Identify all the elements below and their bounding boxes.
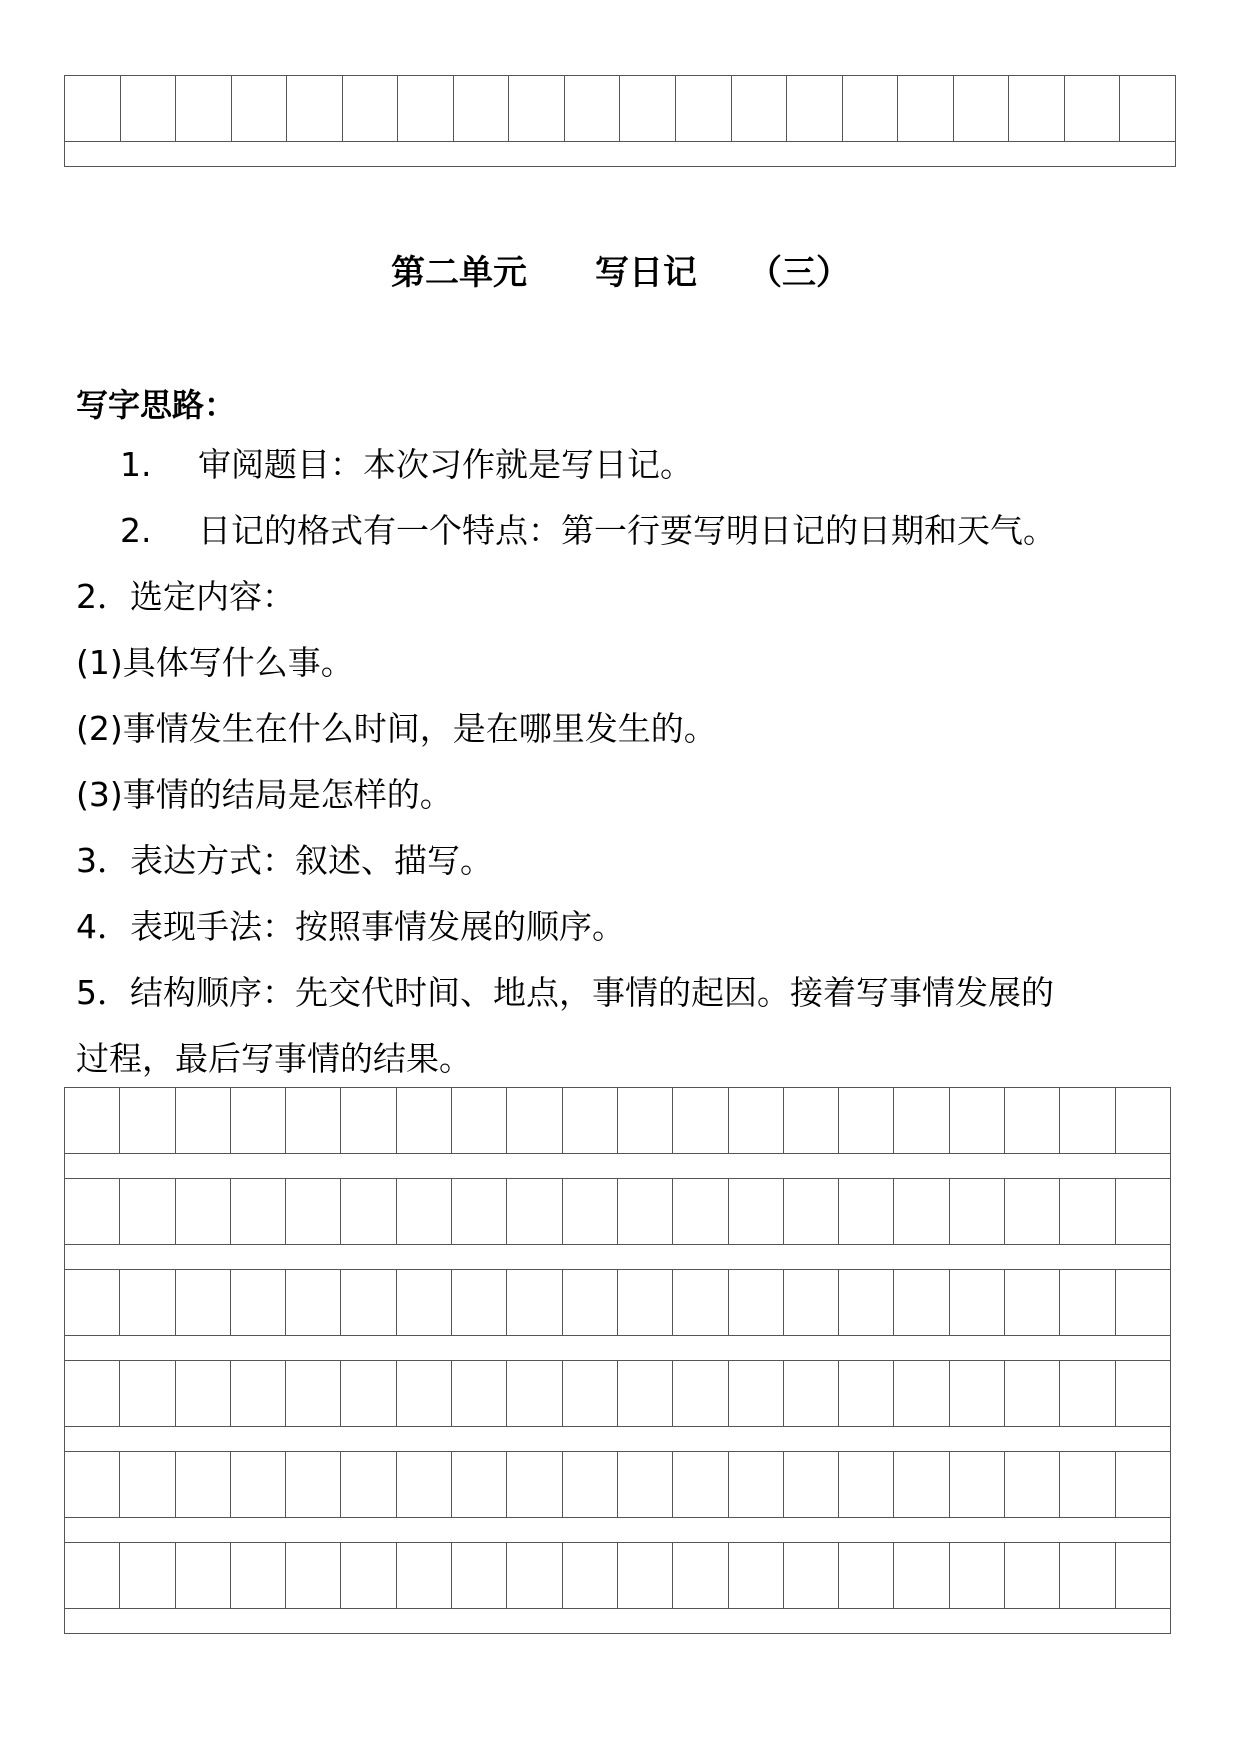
section-heading: 写字思路： xyxy=(76,386,237,424)
grid-row xyxy=(65,1270,1171,1336)
grid-cell xyxy=(1115,1361,1170,1427)
grid-cell xyxy=(507,1452,562,1518)
grid-cell xyxy=(562,1543,617,1609)
grid-cell xyxy=(949,1270,1004,1336)
grid-cell xyxy=(452,1452,507,1518)
grid-cell xyxy=(1005,1179,1060,1245)
grid-cell xyxy=(396,1088,451,1154)
grid-cell xyxy=(898,76,954,142)
list-item-number: 1. xyxy=(120,445,152,484)
grid-cell xyxy=(1060,1361,1115,1427)
grid-cell xyxy=(231,76,287,142)
grid-cell xyxy=(396,1179,451,1245)
grid-cell xyxy=(1060,1088,1115,1154)
grid-cell xyxy=(286,1452,341,1518)
grid-cell xyxy=(1060,1543,1115,1609)
grid-cell xyxy=(562,1270,617,1336)
grid-cell xyxy=(65,1543,120,1609)
grid-cell xyxy=(953,76,1009,142)
grid-cell xyxy=(1005,1361,1060,1427)
grid-cell xyxy=(728,1179,783,1245)
grid-cell xyxy=(120,1361,175,1427)
grid-cell xyxy=(839,1270,894,1336)
grid-cell xyxy=(673,1179,728,1245)
grid-cell xyxy=(839,1361,894,1427)
grid-cell xyxy=(175,1452,230,1518)
text-line: 3．表达方式：叙述、描写。 xyxy=(76,841,493,880)
grid-cell xyxy=(341,1270,396,1336)
grid-cell xyxy=(286,1361,341,1427)
grid-cell xyxy=(286,1179,341,1245)
grid-cell xyxy=(1060,1179,1115,1245)
grid-cell xyxy=(341,1088,396,1154)
grid-spacer xyxy=(65,1245,1171,1270)
grid-cell xyxy=(1005,1452,1060,1518)
grid-cell xyxy=(509,76,565,142)
grid-cell xyxy=(728,1088,783,1154)
grid-cell xyxy=(230,1361,285,1427)
grid-cell xyxy=(949,1543,1004,1609)
writing-grid-bottom xyxy=(64,1087,1171,1634)
grid-cell xyxy=(617,1270,672,1336)
grid-spacer xyxy=(65,1427,1171,1452)
grid-cell xyxy=(65,1452,120,1518)
grid-cell xyxy=(839,1543,894,1609)
grid-cell xyxy=(453,76,509,142)
grid-cell xyxy=(396,1543,451,1609)
grid-cell xyxy=(230,1179,285,1245)
grid-cell xyxy=(507,1088,562,1154)
grid-cell xyxy=(175,1088,230,1154)
grid-cell xyxy=(1060,1452,1115,1518)
grid-row xyxy=(65,1361,1171,1427)
grid-cell xyxy=(65,1270,120,1336)
grid-spacer-cell xyxy=(65,1609,1171,1634)
grid-spacer-cell xyxy=(65,142,1176,167)
grid-cell xyxy=(562,1452,617,1518)
grid-cell xyxy=(620,76,676,142)
grid-spacer xyxy=(65,1336,1171,1361)
grid-spacer xyxy=(65,1609,1171,1634)
grid-cell xyxy=(673,1361,728,1427)
grid-cell xyxy=(341,1179,396,1245)
grid-cell xyxy=(341,1452,396,1518)
grid-cell xyxy=(562,1179,617,1245)
grid-cell xyxy=(286,1088,341,1154)
grid-spacer-cell xyxy=(65,1336,1171,1361)
grid-cell xyxy=(1060,1270,1115,1336)
grid-cell xyxy=(839,1452,894,1518)
grid-cell xyxy=(617,1543,672,1609)
text-line: 过程，最后写事情的结果。 xyxy=(76,1039,472,1078)
grid-cell xyxy=(65,1361,120,1427)
writing-grid-top xyxy=(64,75,1176,167)
grid-cell xyxy=(1005,1088,1060,1154)
grid-row xyxy=(65,1088,1171,1154)
grid-cell xyxy=(673,1088,728,1154)
grid-cell xyxy=(676,76,732,142)
grid-cell xyxy=(894,1543,949,1609)
grid-cell xyxy=(894,1452,949,1518)
grid-cell xyxy=(783,1543,838,1609)
grid-cell xyxy=(617,1452,672,1518)
grid-cell xyxy=(949,1179,1004,1245)
grid-cell xyxy=(673,1452,728,1518)
grid-cell xyxy=(396,1270,451,1336)
grid-cell xyxy=(65,1088,120,1154)
grid-cell xyxy=(949,1452,1004,1518)
grid-cell xyxy=(65,76,121,142)
grid-cell xyxy=(1115,1452,1170,1518)
grid-cell xyxy=(728,1452,783,1518)
grid-cell xyxy=(230,1088,285,1154)
grid-cell xyxy=(396,1361,451,1427)
grid-cell xyxy=(286,1543,341,1609)
text-line: (2)事情发生在什么时间，是在哪里发生的。 xyxy=(76,709,717,748)
grid-cell xyxy=(839,1179,894,1245)
grid-spacer xyxy=(65,1154,1171,1179)
grid-cell xyxy=(287,76,343,142)
grid-cell xyxy=(783,1270,838,1336)
list-item-2 xyxy=(120,511,1056,550)
grid-cell xyxy=(120,1088,175,1154)
grid-cell xyxy=(1115,1543,1170,1609)
grid-cell xyxy=(617,1088,672,1154)
grid-cell xyxy=(787,76,843,142)
grid-cell xyxy=(728,1361,783,1427)
grid-cell xyxy=(230,1543,285,1609)
grid-spacer-cell xyxy=(65,1427,1171,1452)
grid-row xyxy=(65,1179,1171,1245)
grid-cell xyxy=(452,1179,507,1245)
grid-row xyxy=(65,1452,1171,1518)
grid-cell xyxy=(1115,1088,1170,1154)
grid-cell xyxy=(839,1088,894,1154)
grid-cell xyxy=(673,1270,728,1336)
grid-spacer-cell xyxy=(65,1245,1171,1270)
grid-cell xyxy=(65,1179,120,1245)
grid-cell xyxy=(1115,1270,1170,1336)
grid-cell xyxy=(396,1452,451,1518)
grid-cell xyxy=(783,1088,838,1154)
grid-cell xyxy=(564,76,620,142)
grid-cell xyxy=(783,1179,838,1245)
text-line: (1)具体写什么事。 xyxy=(76,643,354,682)
grid-cell xyxy=(120,1270,175,1336)
grid-cell xyxy=(894,1088,949,1154)
grid-cell xyxy=(341,1543,396,1609)
grid-cell xyxy=(783,1361,838,1427)
grid-spacer-cell xyxy=(65,1518,1171,1543)
list-item-number: 2. xyxy=(120,511,152,550)
grid-cell xyxy=(731,76,787,142)
grid-cell xyxy=(507,1543,562,1609)
grid-cell xyxy=(120,1452,175,1518)
text-line: 4．表现手法：按照事情发展的顺序。 xyxy=(76,907,625,946)
grid-cell xyxy=(1064,76,1120,142)
text-line: 5．结构顺序：先交代时间、地点，事情的起因。接着写事情发展的 xyxy=(76,973,1054,1012)
grid-cell xyxy=(617,1179,672,1245)
list-item-1 xyxy=(120,445,693,484)
grid-cell xyxy=(949,1088,1004,1154)
grid-cell xyxy=(1005,1543,1060,1609)
grid-cell xyxy=(507,1270,562,1336)
grid-cell xyxy=(728,1270,783,1336)
grid-cell xyxy=(562,1361,617,1427)
grid-cell xyxy=(342,76,398,142)
grid-cell xyxy=(175,1361,230,1427)
page-title: 第二单元 写日记 （三） xyxy=(391,253,850,293)
grid-cell xyxy=(230,1452,285,1518)
text-line: 2．选定内容： xyxy=(76,577,295,616)
grid-cell xyxy=(507,1361,562,1427)
grid-cell xyxy=(452,1270,507,1336)
grid-cell xyxy=(842,76,898,142)
list-item-text: 审阅题目：本次习作就是写日记。 xyxy=(198,445,693,484)
grid-cell xyxy=(562,1088,617,1154)
grid-cell xyxy=(1115,1179,1170,1245)
grid-cell xyxy=(452,1543,507,1609)
grid-cell xyxy=(175,1543,230,1609)
grid-row xyxy=(65,1543,1171,1609)
grid-cell xyxy=(673,1543,728,1609)
grid-cell xyxy=(286,1270,341,1336)
grid-cell xyxy=(949,1361,1004,1427)
grid-spacer-cell xyxy=(65,1154,1171,1179)
grid-cell xyxy=(452,1361,507,1427)
grid-row xyxy=(65,76,1176,142)
grid-spacer xyxy=(65,1518,1171,1543)
grid-cell xyxy=(341,1361,396,1427)
grid-cell xyxy=(120,1543,175,1609)
grid-cell xyxy=(175,1270,230,1336)
grid-cell xyxy=(120,1179,175,1245)
grid-cell xyxy=(728,1543,783,1609)
grid-spacer xyxy=(65,142,1176,167)
grid-cell xyxy=(398,76,454,142)
grid-cell xyxy=(1009,76,1065,142)
grid-cell xyxy=(507,1179,562,1245)
grid-cell xyxy=(1005,1270,1060,1336)
grid-cell xyxy=(894,1179,949,1245)
text-line: (3)事情的结局是怎样的。 xyxy=(76,775,453,814)
list-item-text: 日记的格式有一个特点：第一行要写明日记的日期和天气。 xyxy=(198,511,1056,550)
grid-cell xyxy=(175,1179,230,1245)
grid-cell xyxy=(1120,76,1176,142)
grid-cell xyxy=(783,1452,838,1518)
grid-cell xyxy=(230,1270,285,1336)
grid-cell xyxy=(894,1361,949,1427)
grid-cell xyxy=(452,1088,507,1154)
grid-cell xyxy=(176,76,232,142)
grid-cell xyxy=(617,1361,672,1427)
grid-cell xyxy=(894,1270,949,1336)
grid-cell xyxy=(120,76,176,142)
